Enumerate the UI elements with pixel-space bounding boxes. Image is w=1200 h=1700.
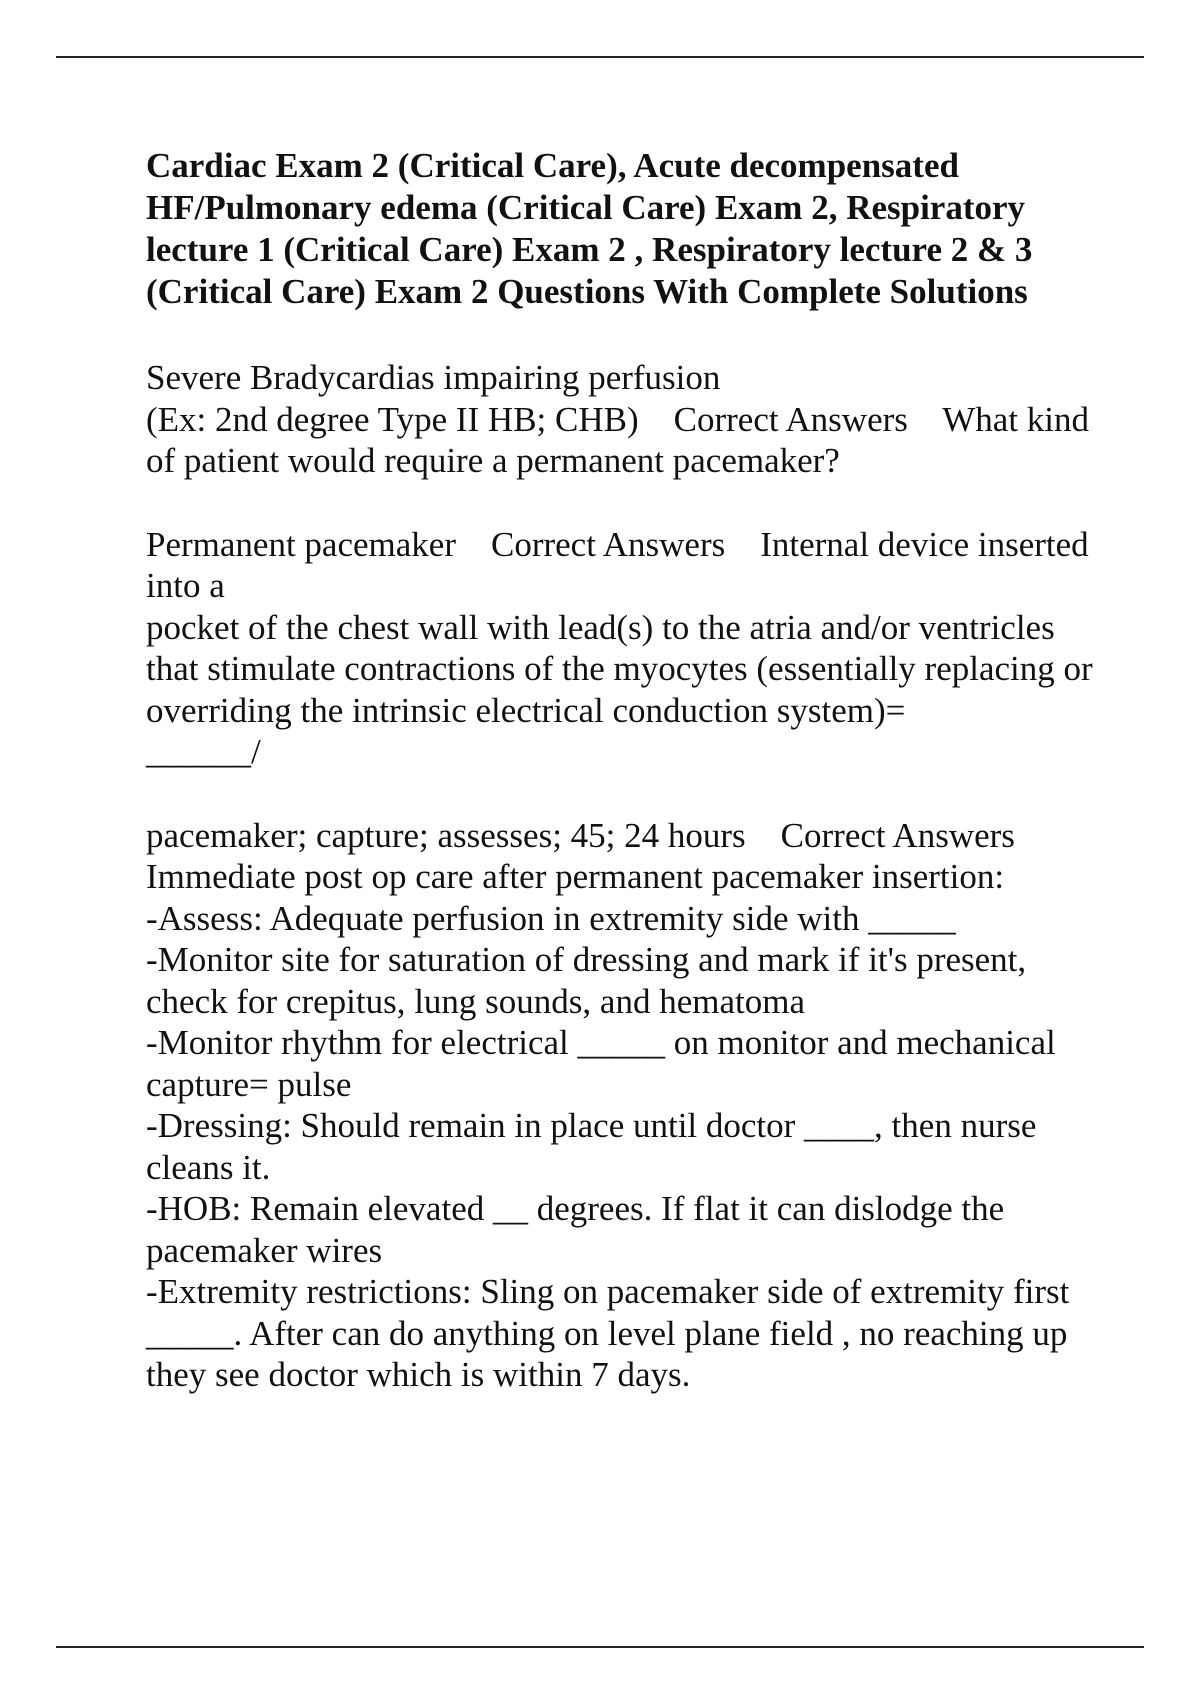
qa-line: -HOB: Remain elevated __ degrees. If flat it can dislodge the pacemaker wires — [146, 1189, 1013, 1270]
footer-rule — [56, 1646, 1144, 1648]
qa-line: -Monitor site for saturation of dressing and mark if it's present, check for crepitus, lung sounds, and hematoma — [146, 940, 1035, 1021]
qa-line: Severe Bradycardias impairing perfusion — [146, 358, 721, 397]
page-content — [146, 145, 1106, 1396]
header-rule — [56, 56, 1144, 58]
qa-line: -Monitor rhythm for electrical _____ on monitor and mechanical capture= pulse — [146, 1023, 1065, 1104]
qa-line: ______/ — [146, 732, 261, 771]
qa-block — [146, 524, 1106, 773]
qa-block — [146, 357, 1106, 482]
qa-line: Permanent pacemaker Correct Answers Internal device inserted into a — [146, 524, 1098, 605]
qa-line: -Extremity restrictions: Sling on pacemaker side of extremity first _____. After can do anything on level plane field , no reaching up they see doctor which is within 7 days. — [146, 1272, 1079, 1394]
document-title: Cardiac Exam 2 (Critical Care), Acute decompensated HF/Pulmonary edema (Critical Care) Exam 2, Respiratory lecture 1 (Critical Care) Exam 2 , Respiratory lecture 2 & 3 (Critical Care) Exam 2 Questions With Complete Solutions — [146, 146, 1033, 311]
qa-line: pacemaker; capture; assesses; 45; 24 hours Correct Answers Immediate post op care after permanent pacemaker insertion: — [146, 815, 1050, 896]
qa-line: -Assess: Adequate perfusion in extremity side with _____ — [146, 898, 956, 938]
qa-line: pocket of the chest wall with lead(s) to the atria and/or ventricles that stimulate contractions of the myocytes (essentially replacing or overriding the intrinsic electrical conduction system)= — [146, 607, 1102, 730]
qa-line: (Ex: 2nd degree Type II HB; CHB) Correct Answers What kind of patient would require a permanent pacemaker? — [146, 399, 1098, 480]
qa-line: -Dressing: Should remain in place until doctor ____, then nurse cleans it. — [146, 1106, 1046, 1187]
qa-block — [146, 815, 1106, 1396]
